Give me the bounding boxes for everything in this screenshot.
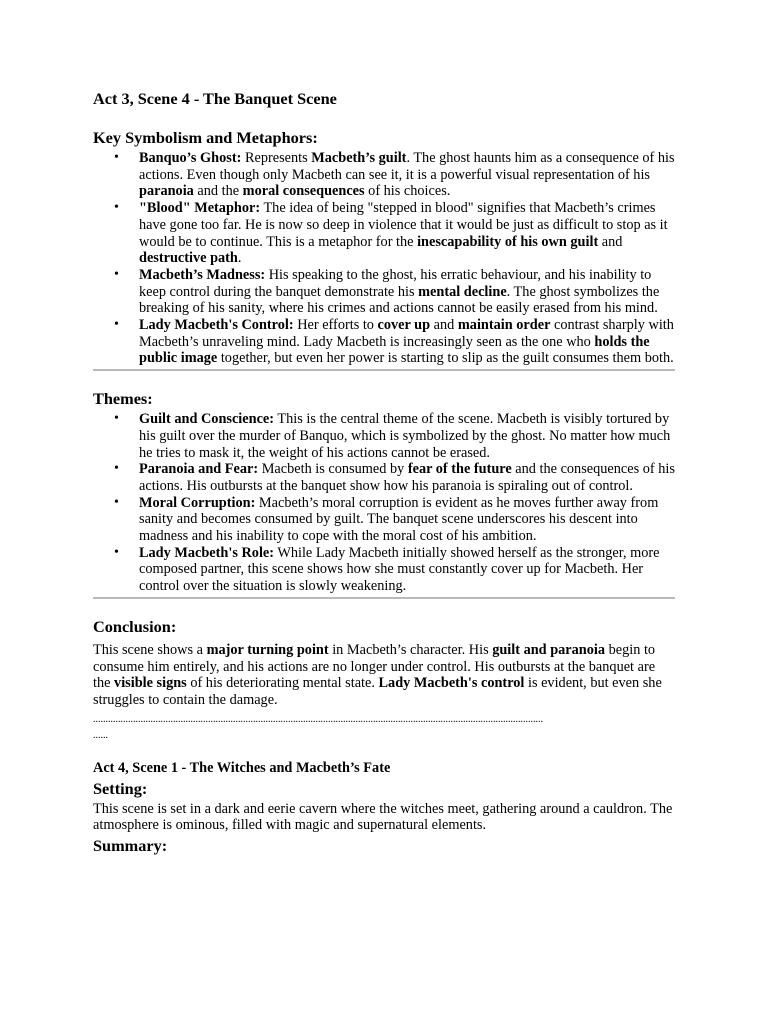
text-run: . The ghost symbolizes the breaking of his sanity, where his crimes and actions cannot be easily erased from his mind. bbox=[139, 283, 660, 317]
bullet-icon: • bbox=[114, 411, 119, 427]
bullet-icon: • bbox=[114, 150, 119, 165]
symbolism-heading: Key Symbolism and Metaphors: bbox=[93, 128, 318, 147]
text-run: is evident, but even she struggles to contain the damage. bbox=[93, 675, 662, 708]
text-run: Represents bbox=[241, 150, 312, 166]
symbolism-list bbox=[93, 150, 675, 367]
bold-text: guilt and paranoia bbox=[492, 641, 606, 658]
bullet-icon: • bbox=[114, 317, 119, 333]
text-run: While Lady Macbeth initially showed herself as the stronger, more composed partner, this scene shows how she must constantly cover up for Macbeth. Her control over the situation is slowly weakening. bbox=[139, 544, 660, 595]
themes-heading: Themes: bbox=[93, 389, 153, 409]
dotted-separator: .................................................................................................................................................................................... bbox=[93, 713, 543, 725]
bullet-icon: • bbox=[114, 266, 119, 282]
bold-text: Lady Macbeth's Control: bbox=[139, 317, 294, 334]
bold-text: Lady Macbeth's control bbox=[378, 675, 525, 692]
bold-text: Guilt and Conscience: bbox=[139, 411, 275, 428]
text-run: and the consequences of his actions. His outbursts at the banquet show how his paranoia is spiraling out of control. bbox=[139, 461, 675, 494]
bold-text: Macbeth’s guilt bbox=[311, 150, 407, 166]
text-run: Her efforts to bbox=[293, 317, 378, 334]
bullet-item bbox=[114, 200, 675, 267]
bold-text: Paranoia and Fear: bbox=[139, 461, 259, 478]
setting-paragraph: This scene is set in a dark and eerie cavern where the witches meet, gathering around a cauldron. The atmosphere is ominous, filled with magic and supernatural elements. bbox=[93, 800, 673, 834]
bullet-item bbox=[114, 411, 675, 461]
bold-text: maintain order bbox=[457, 317, 551, 334]
text-run: of his choices. bbox=[364, 183, 451, 200]
bullet-item bbox=[114, 544, 675, 595]
section-divider bbox=[93, 369, 675, 371]
text-run: This is the central theme of the scene. Macbeth is visibly tortured by his guilt over the murder of Banquo, which is symbolized by the ghost. No matter how much he tries to mask it, the weight of his actions cannot be erased. bbox=[139, 411, 671, 461]
text-run: Macbeth is consumed by bbox=[258, 461, 408, 478]
act3-title: Act 3, Scene 4 - The Banquet Scene bbox=[93, 89, 337, 108]
bullet-item bbox=[114, 266, 675, 317]
text-run: His speaking to the ghost, his erratic behaviour, and his inability to keep control during the banquet demonstrate his bbox=[139, 266, 652, 300]
act4-title: Act 4, Scene 1 - The Witches and Macbeth’s Fate bbox=[93, 759, 391, 776]
bold-text: moral consequences bbox=[242, 183, 365, 200]
text-run: Macbeth’s moral corruption is evident as he moves further away from sanity and becomes consumed by guilt. The banquet scene underscores his descent into madness and his inability to cope with the moral cost of his ambition. bbox=[139, 494, 659, 545]
bold-text: cover up bbox=[377, 317, 431, 334]
bold-text: fear of the future bbox=[407, 461, 512, 478]
bullet-icon: • bbox=[114, 461, 119, 477]
text-run: and bbox=[430, 317, 458, 334]
bold-text: destructive path bbox=[139, 250, 238, 267]
text-run: and bbox=[598, 233, 623, 250]
text-run: of his deteriorating mental state. bbox=[186, 675, 379, 692]
bold-text: major turning point bbox=[206, 641, 329, 658]
bullet-item bbox=[114, 317, 675, 367]
text-run: in Macbeth’s character. His bbox=[328, 641, 493, 658]
text-run: together, but even her power is starting to slip as the guilt consumes them both. bbox=[217, 350, 674, 367]
text-run: contrast sharply with Macbeth’s unraveling mind. Lady Macbeth is increasingly seen as the one who bbox=[139, 317, 674, 350]
bold-text: mental decline bbox=[418, 283, 507, 300]
bullet-item bbox=[114, 494, 675, 545]
dotted-separator-tail: ...... bbox=[93, 729, 108, 741]
bold-text: visible signs bbox=[114, 675, 187, 692]
text-run: begin to consume him entirely, and his actions are no longer under control. His outbursts at the banquet are the bbox=[93, 641, 656, 692]
bullet-icon: • bbox=[114, 494, 119, 510]
text-run: . bbox=[237, 250, 242, 267]
bold-text: "Blood" Metaphor: bbox=[139, 200, 261, 217]
text-run: The idea of being "stepped in blood" signifies that Macbeth’s crimes have gone too far. He is now so deep in violence that it would be just as difficult to stop as it would be to continue. This is a metaphor for the bbox=[139, 200, 668, 250]
bullet-item bbox=[114, 150, 675, 200]
bold-text: Lady Macbeth's Role: bbox=[139, 544, 275, 561]
bullet-icon: • bbox=[114, 544, 119, 560]
bold-text: Banquo’s Ghost: bbox=[139, 150, 242, 166]
bullet-item bbox=[114, 461, 675, 494]
text-run: This scene shows a bbox=[93, 641, 207, 658]
bullet-icon: • bbox=[114, 200, 119, 216]
bold-text: Macbeth’s Madness: bbox=[139, 266, 266, 283]
text-run: and the bbox=[193, 183, 243, 200]
bold-text: holds the public image bbox=[139, 333, 650, 367]
section-divider bbox=[93, 597, 675, 599]
bold-text: paranoia bbox=[139, 183, 194, 200]
conclusion-heading: Conclusion: bbox=[93, 616, 177, 636]
conclusion-paragraph bbox=[93, 642, 675, 709]
bold-text: Moral Corruption: bbox=[139, 494, 256, 511]
themes-list bbox=[93, 411, 675, 595]
summary-heading: Summary: bbox=[93, 836, 168, 856]
bold-text: inescapability of his own guilt bbox=[417, 233, 599, 250]
setting-heading: Setting: bbox=[93, 778, 148, 798]
text-run: . The ghost haunts him as a consequence of his actions. Even though only Macbeth can see it, it is a powerful visual representation of his bbox=[139, 150, 675, 183]
